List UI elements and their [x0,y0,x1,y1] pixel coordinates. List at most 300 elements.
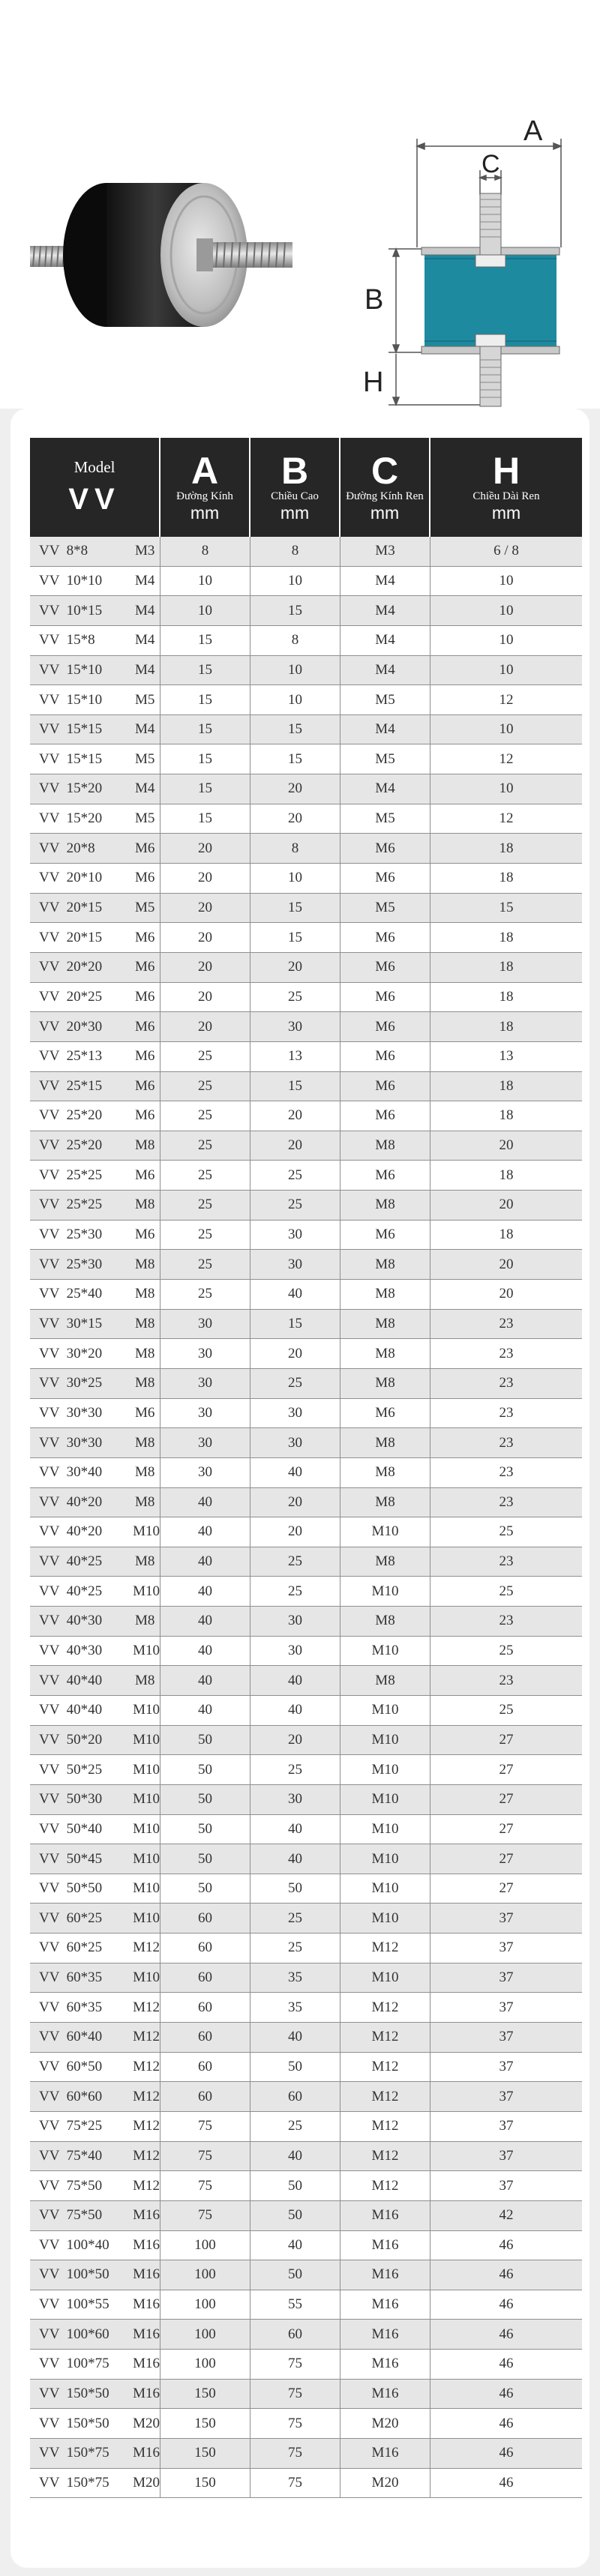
cell-diameter: 10 [160,596,250,625]
cell-diameter: 20 [160,864,250,893]
cell-model [30,1637,160,1666]
cell-diameter: 60 [160,1993,250,2022]
model-thread: M6 [135,870,155,886]
header-b-letter: B [280,449,309,492]
table-row [30,537,582,567]
model-thread: M12 [133,1939,160,1956]
model-name: VV 15*20 [39,810,103,827]
cell-thread-length: 23 [499,1493,514,1510]
cell-thread-length: 25 [499,1583,514,1599]
model-thread: M8 [135,1256,155,1272]
cell-model [30,1547,160,1577]
table-row [30,1310,582,1340]
model-thread: M4 [135,780,155,797]
header-c-sub: Đường Kính Ren [346,490,424,502]
cell-thread-diameter: M8 [340,1547,430,1577]
table-row [30,2320,582,2350]
cell-model [30,1369,160,1398]
cell-model [30,1726,160,1755]
cell-diameter: 20 [160,983,250,1012]
cell-thread-length: 37 [499,2177,514,2194]
cell-thread-diameter: M5 [340,744,430,774]
cell-height: 50 [250,2201,340,2230]
model-thread: M6 [135,1167,155,1183]
table-row [30,774,582,804]
cell-thread-diameter: M6 [340,1101,430,1131]
cell-model [30,1131,160,1161]
cell-thread-length: 13 [499,1048,514,1065]
cell-height: 10 [250,567,340,596]
cell-height: 20 [250,1517,340,1547]
header-a [160,438,250,537]
cell-thread-diameter: M5 [340,804,430,834]
cell-height: 25 [250,1933,340,1963]
cell-thread-length: 18 [499,929,514,945]
cell-thread-length: 18 [499,1107,514,1124]
cell-model [30,1696,160,1725]
model-thread: M6 [135,1077,155,1094]
table-row [30,983,582,1013]
cell-height: 40 [250,1844,340,1874]
model-thread: M5 [135,810,155,827]
model-thread: M10 [133,1523,160,1540]
cell-model [30,1963,160,1993]
cell-thread-length: 27 [499,1880,514,1897]
cell-model [30,1221,160,1250]
model-name: VV 50*20 [39,1731,103,1748]
cell-diameter: 30 [160,1399,250,1428]
model-thread: M6 [135,1048,155,1065]
cell-thread-diameter: M6 [340,834,430,863]
cell-model [30,715,160,744]
cell-thread-length: 23 [499,1672,514,1688]
cell-height: 30 [250,1637,340,1666]
cell-thread-diameter: M16 [340,2201,430,2230]
model-name: VV 10*15 [39,602,103,619]
header-c [340,438,430,537]
model-thread: M8 [135,1137,155,1154]
model-name: VV 25*40 [39,1286,103,1302]
cell-diameter: 50 [160,1874,250,1904]
table-row [30,1904,582,1933]
cell-model [30,1607,160,1636]
cell-thread-length: 18 [499,988,514,1005]
cell-model [30,2142,160,2171]
cell-diameter: 30 [160,1458,250,1487]
cell-thread-diameter: M12 [340,2053,430,2082]
model-name: VV 25*30 [39,1227,103,1243]
cell-height: 20 [250,953,340,982]
cell-diameter: 40 [160,1577,250,1606]
model-thread: M6 [135,1107,155,1124]
model-thread: M6 [135,840,155,856]
cell-height: 40 [250,1458,340,1487]
model-thread: M10 [133,1731,160,1748]
cell-thread-diameter: M12 [340,2082,430,2111]
cell-thread-diameter: M8 [340,1488,430,1517]
header-a-letter: A [190,449,219,492]
cell-thread-length: 25 [499,1643,514,1659]
cell-thread-diameter: M16 [340,2231,430,2260]
model-thread: M6 [135,959,155,975]
table-header [30,438,582,537]
cell-thread-length: 10 [499,780,514,797]
cell-height: 40 [250,1666,340,1695]
cell-model [30,1993,160,2022]
cell-height: 35 [250,1993,340,2022]
cell-diameter: 20 [160,834,250,863]
model-thread: M6 [135,1018,155,1035]
model-thread: M5 [135,900,155,915]
cell-diameter: 150 [160,2409,250,2438]
cell-diameter: 15 [160,744,250,774]
model-name: VV 20*15 [39,900,103,915]
cell-thread-diameter: M10 [340,1785,430,1814]
cell-diameter: 25 [160,1042,250,1071]
cell-model [30,2231,160,2260]
header-h-unit: mm [491,502,521,523]
cell-model [30,2290,160,2320]
cell-height: 25 [250,1904,340,1933]
cell-thread-length: 23 [499,1613,514,1629]
cell-diameter: 60 [160,2053,250,2082]
model-name: VV 100*50 [39,2266,110,2283]
cell-diameter: 50 [160,1815,250,1844]
cell-thread-length: 18 [499,1018,514,1035]
cell-thread-diameter: M10 [340,1874,430,1904]
model-thread: M16 [133,2296,160,2313]
cell-diameter: 15 [160,626,250,655]
cell-height: 20 [250,1101,340,1131]
model-thread: M16 [133,2356,160,2372]
spec-frame [0,409,600,2576]
cell-thread-length: 18 [499,1227,514,1243]
cell-diameter: 25 [160,1161,250,1190]
model-name: VV 30*25 [39,1375,103,1391]
model-thread: M16 [133,2236,160,2253]
model-thread: M8 [135,1286,155,1302]
header-h-sub: Chiều Dài Ren [472,490,540,502]
cell-thread-diameter: M6 [340,1042,430,1071]
cell-thread-length: 27 [499,1820,514,1837]
cell-thread-diameter: M8 [340,1339,430,1368]
cell-thread-diameter: M6 [340,1399,430,1428]
model-name: VV 30*30 [39,1404,103,1421]
cell-diameter: 100 [160,2350,250,2379]
cell-model [30,1844,160,1874]
cell-model [30,567,160,596]
cell-thread-diameter: M12 [340,2171,430,2200]
cell-height: 50 [250,1874,340,1904]
table-row [30,1666,582,1696]
cell-diameter: 60 [160,2023,250,2052]
cell-model [30,1874,160,1904]
header-b-unit: mm [280,502,310,523]
cell-model [30,1012,160,1041]
cell-thread-length: 23 [499,1315,514,1331]
table-row [30,1191,582,1221]
cell-diameter: 15 [160,685,250,714]
table-row [30,1517,582,1547]
table-row [30,923,582,953]
cell-height: 20 [250,774,340,804]
cell-diameter: 60 [160,1904,250,1933]
table-row [30,2380,582,2410]
cell-diameter: 60 [160,1963,250,1993]
cell-diameter: 15 [160,804,250,834]
table-row [30,1101,582,1131]
cell-thread-length: 18 [499,959,514,975]
cell-height: 20 [250,1339,340,1368]
cell-thread-diameter: M6 [340,1161,430,1190]
cell-model [30,864,160,893]
cell-height: 75 [250,2409,340,2438]
cell-diameter: 25 [160,1221,250,1250]
model-name: VV 20*30 [39,1018,103,1035]
cell-model [30,834,160,863]
cell-thread-diameter: M8 [340,1666,430,1695]
product-banner [0,0,600,409]
cell-diameter: 30 [160,1310,250,1339]
cell-thread-diameter: M16 [340,2350,430,2379]
model-thread: M4 [135,632,155,648]
cell-thread-length: 10 [499,721,514,738]
model-name: VV 150*75 [39,2474,110,2491]
model-name: VV 75*25 [39,2118,103,2134]
cell-thread-diameter: M6 [340,983,430,1012]
cell-model [30,744,160,774]
cell-thread-length: 37 [499,2058,514,2074]
cell-model [30,626,160,655]
table-row [30,2260,582,2290]
cell-diameter: 15 [160,774,250,804]
model-name: VV 40*20 [39,1493,103,1510]
cell-thread-diameter: M16 [340,2439,430,2468]
cell-model [30,1458,160,1487]
cell-thread-length: 12 [499,691,514,708]
cell-height: 25 [250,1369,340,1398]
cell-model [30,2469,160,2498]
model-name: VV 15*8 [39,632,95,648]
model-name: VV 75*40 [39,2147,103,2164]
table-row [30,656,582,686]
header-h [430,438,582,537]
cell-thread-diameter: M16 [340,2320,430,2349]
model-thread: M5 [135,750,155,767]
cell-height: 75 [250,2350,340,2379]
cell-height: 20 [250,1131,340,1161]
table-row [30,953,582,983]
model-name: VV 15*20 [39,780,103,797]
model-name: VV 100*75 [39,2356,110,2372]
label-h: H [363,367,384,398]
cell-model [30,1072,160,1101]
cell-model [30,2320,160,2349]
cell-thread-diameter: M12 [340,2142,430,2171]
model-thread: M3 [135,543,155,559]
model-thread: M10 [133,1910,160,1926]
cell-diameter: 40 [160,1696,250,1725]
cell-diameter: 30 [160,1428,250,1457]
cell-model [30,1339,160,1368]
cell-diameter: 75 [160,2171,250,2200]
cell-height: 25 [250,2112,340,2141]
table-row [30,2201,582,2231]
cell-thread-length: 12 [499,810,514,827]
cell-model [30,656,160,685]
cell-thread-length: 23 [499,1553,514,1570]
cell-thread-length: 25 [499,1523,514,1540]
cell-model [30,1310,160,1339]
cell-thread-diameter: M8 [340,1428,430,1457]
cell-thread-diameter: M8 [340,1607,430,1636]
cell-model [30,1101,160,1131]
model-thread: M16 [133,2207,160,2224]
cell-thread-length: 27 [499,1791,514,1808]
cell-thread-length: 23 [499,1375,514,1391]
cell-model [30,1785,160,1814]
cell-thread-diameter: M6 [340,1221,430,1250]
model-thread: M8 [135,1315,155,1331]
cell-height: 30 [250,1012,340,1041]
cell-model [30,983,160,1012]
cell-thread-diameter: M16 [340,2290,430,2320]
header-a-sub: Đường Kính [176,490,233,502]
cell-diameter: 40 [160,1666,250,1695]
cell-height: 40 [250,1280,340,1309]
table-row [30,1637,582,1667]
cell-thread-length: 18 [499,1167,514,1183]
model-thread: M8 [135,1553,155,1570]
cell-diameter: 20 [160,1012,250,1041]
cell-diameter: 25 [160,1101,250,1131]
cell-thread-length: 25 [499,1702,514,1718]
cell-thread-length: 46 [499,2236,514,2253]
model-name: VV 15*10 [39,661,103,678]
model-name: VV 75*50 [39,2177,103,2194]
cell-thread-diameter: M12 [340,2112,430,2141]
model-thread: M10 [133,1761,160,1778]
cell-thread-length: 37 [499,2088,514,2104]
model-name: VV 20*8 [39,840,95,856]
cell-thread-diameter: M4 [340,656,430,685]
top-stud [480,193,501,255]
table-row [30,1369,582,1399]
cell-thread-length: 23 [499,1404,514,1421]
table-row [30,2439,582,2469]
cell-model [30,1399,160,1428]
model-thread: M8 [135,1434,155,1451]
cell-thread-diameter: M8 [340,1191,430,1220]
cell-diameter: 150 [160,2439,250,2468]
cell-thread-length: 46 [499,2445,514,2461]
model-thread: M10 [133,1880,160,1897]
cell-height: 8 [250,834,340,863]
model-thread: M10 [133,1702,160,1718]
model-name: VV 60*50 [39,2058,103,2074]
model-thread: M10 [133,1969,160,1986]
cell-thread-length: 10 [499,572,514,589]
cell-diameter: 40 [160,1488,250,1517]
model-name: VV 50*50 [39,1880,103,1897]
model-name: VV 60*40 [39,2029,103,2045]
table-row [30,2350,582,2380]
cell-height: 10 [250,685,340,714]
table-row [30,1755,582,1785]
cell-thread-length: 23 [499,1434,514,1451]
cell-thread-length: 20 [499,1197,514,1213]
cell-diameter: 8 [160,537,250,566]
dimension-diagram [0,0,600,409]
table-row [30,2112,582,2142]
model-name: VV 60*60 [39,2088,103,2104]
header-b-sub: Chiều Cao [271,490,319,502]
table-row [30,2023,582,2053]
cell-height: 60 [250,2320,340,2349]
cell-height: 75 [250,2380,340,2409]
model-thread: M12 [133,2029,160,2045]
model-name: VV 40*25 [39,1553,103,1570]
cell-diameter: 100 [160,2290,250,2320]
model-name: VV 10*10 [39,572,103,589]
model-thread: M12 [133,1999,160,2015]
cell-height: 30 [250,1607,340,1636]
cell-thread-diameter: M4 [340,715,430,744]
cell-thread-length: 46 [499,2326,514,2342]
cell-thread-length: 46 [499,2474,514,2491]
cell-diameter: 25 [160,1280,250,1309]
model-thread: M6 [135,929,155,945]
header-c-unit: mm [370,502,400,523]
cell-height: 75 [250,2469,340,2498]
cell-thread-length: 6 / 8 [494,543,519,559]
cell-diameter: 100 [160,2260,250,2290]
table-row [30,1577,582,1607]
cell-height: 20 [250,804,340,834]
model-thread: M6 [135,1227,155,1243]
cell-model [30,804,160,834]
label-b: B [364,284,384,316]
spec-card [10,409,590,2568]
cell-height: 15 [250,1072,340,1101]
model-name: VV 100*55 [39,2296,110,2313]
cell-height: 30 [250,1785,340,1814]
cell-thread-length: 20 [499,1256,514,1272]
table-row [30,1607,582,1637]
cell-height: 50 [250,2053,340,2082]
cell-model [30,1042,160,1071]
cell-thread-length: 46 [499,2386,514,2402]
cell-height: 75 [250,2439,340,2468]
model-thread: M8 [135,1493,155,1510]
model-name: VV 25*20 [39,1137,103,1154]
model-thread: M12 [133,2118,160,2134]
cell-height: 30 [250,1428,340,1457]
cell-thread-diameter: M6 [340,864,430,893]
cell-thread-length: 37 [499,2118,514,2134]
cell-height: 35 [250,1963,340,1993]
cell-diameter: 40 [160,1517,250,1547]
cell-thread-length: 27 [499,1731,514,1748]
model-thread: M10 [133,1643,160,1659]
cell-diameter: 50 [160,1755,250,1784]
cell-model [30,1755,160,1784]
cell-height: 15 [250,923,340,952]
cell-height: 25 [250,983,340,1012]
cell-model [30,2023,160,2052]
table-row [30,1221,582,1251]
model-name: VV 25*15 [39,1077,103,1094]
